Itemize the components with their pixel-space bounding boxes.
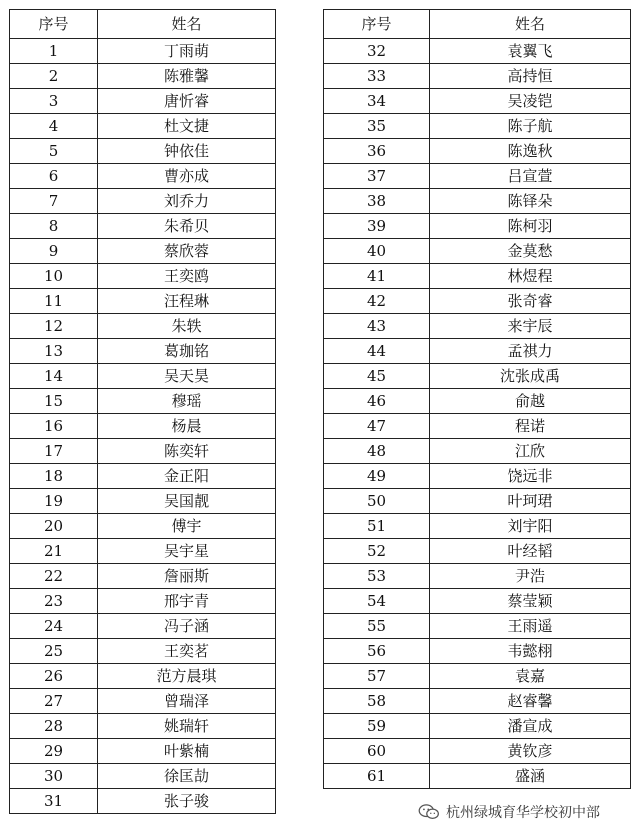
table-row <box>10 264 276 289</box>
student-name: 朱轶 <box>98 314 276 339</box>
table-row <box>324 214 631 239</box>
watermark <box>418 802 600 822</box>
row-number: 42 <box>324 289 430 314</box>
student-name: 吴天昊 <box>98 364 276 389</box>
table-row <box>10 714 276 739</box>
row-number: 24 <box>10 614 98 639</box>
row-number: 28 <box>10 714 98 739</box>
row-number: 59 <box>324 714 430 739</box>
student-name: 丁雨萌 <box>98 39 276 64</box>
row-number: 4 <box>10 114 98 139</box>
table-row <box>324 139 631 164</box>
student-name: 袁翼飞 <box>430 39 631 64</box>
table-row <box>324 464 631 489</box>
row-number: 13 <box>10 339 98 364</box>
row-number: 51 <box>324 514 430 539</box>
row-number: 41 <box>324 264 430 289</box>
table-row <box>10 314 276 339</box>
table-row <box>10 539 276 564</box>
table-row <box>324 664 631 689</box>
row-number: 29 <box>10 739 98 764</box>
student-name: 孟祺力 <box>430 339 631 364</box>
student-name: 王雨遥 <box>430 614 631 639</box>
row-number: 56 <box>324 639 430 664</box>
table-row <box>10 639 276 664</box>
student-name: 陈柯羽 <box>430 214 631 239</box>
table-row <box>324 439 631 464</box>
table-row <box>324 514 631 539</box>
table-row <box>10 789 276 814</box>
header-row <box>10 10 276 39</box>
student-name: 陈子航 <box>430 114 631 139</box>
student-name: 王奕鸥 <box>98 264 276 289</box>
row-number: 6 <box>10 164 98 189</box>
row-number: 18 <box>10 464 98 489</box>
row-number: 33 <box>324 64 430 89</box>
table-row <box>10 739 276 764</box>
row-number: 39 <box>324 214 430 239</box>
table-body <box>10 39 276 814</box>
row-number: 20 <box>10 514 98 539</box>
student-name: 陈逸秋 <box>430 139 631 164</box>
student-name: 蔡欣蓉 <box>98 239 276 264</box>
table-row <box>10 614 276 639</box>
student-name: 钟依佳 <box>98 139 276 164</box>
row-number: 8 <box>10 214 98 239</box>
table-row <box>10 664 276 689</box>
student-name: 杜文捷 <box>98 114 276 139</box>
row-number: 23 <box>10 589 98 614</box>
student-name: 朱希贝 <box>98 214 276 239</box>
row-number: 50 <box>324 489 430 514</box>
student-name: 冯子涵 <box>98 614 276 639</box>
row-number: 36 <box>324 139 430 164</box>
student-name: 邢宇青 <box>98 589 276 614</box>
row-number: 3 <box>10 89 98 114</box>
student-name: 王奕茗 <box>98 639 276 664</box>
student-name: 叶珂珺 <box>430 489 631 514</box>
table-row <box>10 389 276 414</box>
student-name: 唐忻睿 <box>98 89 276 114</box>
table-row <box>324 414 631 439</box>
student-name: 金莫愁 <box>430 239 631 264</box>
student-name: 傅宇 <box>98 514 276 539</box>
table-row <box>324 614 631 639</box>
row-number: 49 <box>324 464 430 489</box>
row-number: 22 <box>10 564 98 589</box>
row-number: 61 <box>324 764 430 789</box>
row-number: 54 <box>324 589 430 614</box>
row-number: 52 <box>324 539 430 564</box>
row-number: 21 <box>10 539 98 564</box>
table-row <box>10 64 276 89</box>
table-row <box>324 114 631 139</box>
table-row <box>10 764 276 789</box>
student-name: 曹亦成 <box>98 164 276 189</box>
student-name: 吴宇星 <box>98 539 276 564</box>
student-name: 袁嘉 <box>430 664 631 689</box>
column-header-number: 序号 <box>10 10 98 39</box>
table-row <box>10 89 276 114</box>
table-row <box>324 639 631 664</box>
student-name: 吕宣萱 <box>430 164 631 189</box>
row-number: 26 <box>10 664 98 689</box>
row-number: 57 <box>324 664 430 689</box>
row-number: 12 <box>10 314 98 339</box>
student-name: 曾瑞泽 <box>98 689 276 714</box>
row-number: 9 <box>10 239 98 264</box>
student-name: 林煜程 <box>430 264 631 289</box>
student-name: 沈张成禹 <box>430 364 631 389</box>
student-name: 穆瑶 <box>98 389 276 414</box>
row-number: 40 <box>324 239 430 264</box>
student-name: 程诺 <box>430 414 631 439</box>
student-name: 叶经韬 <box>430 539 631 564</box>
student-name: 汪程琳 <box>98 289 276 314</box>
student-name: 刘宇阳 <box>430 514 631 539</box>
table-row <box>324 289 631 314</box>
student-name: 高持恒 <box>430 64 631 89</box>
table-row <box>10 239 276 264</box>
row-number: 11 <box>10 289 98 314</box>
table-row <box>324 339 631 364</box>
table-row <box>324 314 631 339</box>
student-name: 范方晨琪 <box>98 664 276 689</box>
student-name: 吴凌铠 <box>430 89 631 114</box>
student-name: 江欣 <box>430 439 631 464</box>
row-number: 30 <box>10 764 98 789</box>
student-name: 赵睿馨 <box>430 689 631 714</box>
row-number: 37 <box>324 164 430 189</box>
row-number: 31 <box>10 789 98 814</box>
row-number: 48 <box>324 439 430 464</box>
table-row <box>10 564 276 589</box>
table-row <box>324 264 631 289</box>
student-name: 饶远非 <box>430 464 631 489</box>
row-number: 60 <box>324 739 430 764</box>
row-number: 44 <box>324 339 430 364</box>
student-name: 盛涵 <box>430 764 631 789</box>
table-row <box>10 39 276 64</box>
student-name: 尹浩 <box>430 564 631 589</box>
student-name: 詹丽斯 <box>98 564 276 589</box>
table-row <box>324 689 631 714</box>
row-number: 2 <box>10 64 98 89</box>
row-number: 27 <box>10 689 98 714</box>
student-name: 陈奕轩 <box>98 439 276 464</box>
row-number: 32 <box>324 39 430 64</box>
row-number: 43 <box>324 314 430 339</box>
column-header-number: 序号 <box>324 10 430 39</box>
student-name: 陈铎朵 <box>430 189 631 214</box>
table-row <box>10 214 276 239</box>
student-name: 张子骏 <box>98 789 276 814</box>
table-row <box>324 364 631 389</box>
table-row <box>324 489 631 514</box>
student-name: 刘乔力 <box>98 189 276 214</box>
table-row <box>324 764 631 789</box>
student-name: 徐匡劼 <box>98 764 276 789</box>
name-table-left <box>9 9 276 814</box>
table-row <box>324 239 631 264</box>
student-name: 黄钦彦 <box>430 739 631 764</box>
table-row <box>10 189 276 214</box>
table-row <box>10 364 276 389</box>
table-row <box>10 139 276 164</box>
student-name: 姚瑞轩 <box>98 714 276 739</box>
student-name: 陈雅馨 <box>98 64 276 89</box>
row-number: 17 <box>10 439 98 464</box>
table-row <box>10 514 276 539</box>
table-row <box>10 114 276 139</box>
student-name: 来宇辰 <box>430 314 631 339</box>
table-row <box>10 414 276 439</box>
row-number: 34 <box>324 89 430 114</box>
table-row <box>324 389 631 414</box>
row-number: 19 <box>10 489 98 514</box>
table-row <box>10 589 276 614</box>
row-number: 58 <box>324 689 430 714</box>
table-row <box>324 714 631 739</box>
column-header-name: 姓名 <box>98 10 276 39</box>
student-name: 葛珈铭 <box>98 339 276 364</box>
row-number: 47 <box>324 414 430 439</box>
table-row <box>324 564 631 589</box>
student-name: 潘宣成 <box>430 714 631 739</box>
row-number: 35 <box>324 114 430 139</box>
student-name: 叶紫楠 <box>98 739 276 764</box>
column-header-name: 姓名 <box>430 10 631 39</box>
row-number: 14 <box>10 364 98 389</box>
row-number: 7 <box>10 189 98 214</box>
student-name: 韦懿栩 <box>430 639 631 664</box>
row-number: 15 <box>10 389 98 414</box>
row-number: 55 <box>324 614 430 639</box>
table-row <box>10 289 276 314</box>
table-row <box>324 39 631 64</box>
table-row <box>324 189 631 214</box>
row-number: 25 <box>10 639 98 664</box>
table-row <box>324 539 631 564</box>
watermark-text: 杭州绿城育华学校初中部 <box>446 805 600 821</box>
name-table-right <box>323 9 631 789</box>
table-row <box>324 89 631 114</box>
wechat-icon <box>418 804 440 820</box>
student-name: 张奇睿 <box>430 289 631 314</box>
table-row <box>324 164 631 189</box>
table-row <box>324 64 631 89</box>
header-row <box>324 10 631 39</box>
table-row <box>324 739 631 764</box>
row-number: 1 <box>10 39 98 64</box>
student-name: 吴国靓 <box>98 489 276 514</box>
table-row <box>10 489 276 514</box>
table-row <box>10 689 276 714</box>
student-name: 金正阳 <box>98 464 276 489</box>
row-number: 10 <box>10 264 98 289</box>
table-row <box>324 589 631 614</box>
student-name: 蔡莹颖 <box>430 589 631 614</box>
row-number: 53 <box>324 564 430 589</box>
row-number: 45 <box>324 364 430 389</box>
student-name: 俞越 <box>430 389 631 414</box>
row-number: 38 <box>324 189 430 214</box>
student-name: 杨晨 <box>98 414 276 439</box>
table-row <box>10 164 276 189</box>
table-row <box>10 439 276 464</box>
table-row <box>10 464 276 489</box>
table-row <box>10 339 276 364</box>
row-number: 46 <box>324 389 430 414</box>
row-number: 5 <box>10 139 98 164</box>
row-number: 16 <box>10 414 98 439</box>
table-body <box>324 39 631 789</box>
